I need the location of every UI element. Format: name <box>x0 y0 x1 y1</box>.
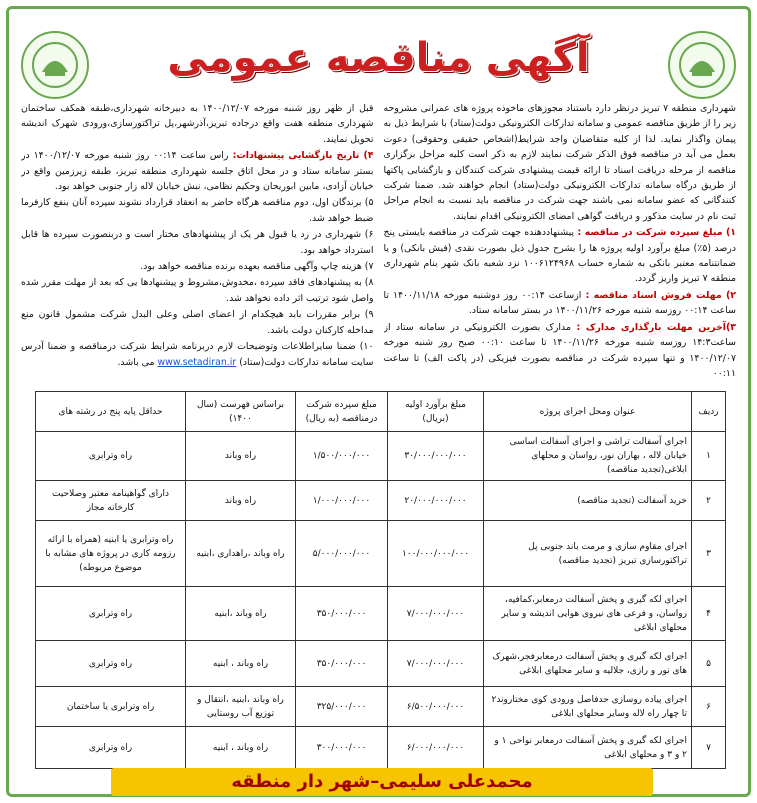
table-cell: ۳۰۰/۰۰۰/۰۰۰ <box>296 727 388 769</box>
table-cell: ۷ <box>692 727 726 769</box>
table-cell: راه وباند ، ابنیه <box>186 727 296 769</box>
projects-table <box>35 391 726 769</box>
table-cell: راه وباند ،راهداری ،ابنیه <box>186 521 296 587</box>
clause-heading: ۲) مهلت فروش اسناد مناقصه : <box>581 289 736 301</box>
clause-text: می باشد. <box>117 356 158 368</box>
notice-column-right <box>384 101 737 379</box>
clause-heading: ۱) مبلغ سپرده شرکت در مناقصه : <box>574 227 736 239</box>
table-cell: ۲۰/۰۰۰/۰۰۰/۰۰۰ <box>388 481 484 521</box>
table-cell: اجرای لکه گیری و پخش آسفالت درمعابر،کمافیه، رواسان، و فرعی های نیروی هوایی اندیشه و سایر محلهای ابلاغی <box>484 587 692 641</box>
table-row <box>36 727 726 769</box>
notice-frame <box>6 6 751 797</box>
table-cell: ۱۰۰/۰۰۰/۰۰۰/۰۰۰ <box>388 521 484 587</box>
table-cell: ۱/۰۰۰/۰۰۰/۰۰۰ <box>296 481 388 521</box>
clause-heading: ۳)آخرین مهلت بارگذاری مدارک : <box>570 321 736 333</box>
clause-text: ۷) هزینه چاپ وآگهی مناقصه بعهده برنده مناقصه خواهد بود. <box>140 261 374 273</box>
clause-text: ۵) برندگان اول، دوم مناقصه هرگاه حاضر به انعقاد قرارداد نشوند سپرده آنان بنفع کارفرما ضبط خواهد شد. <box>21 197 374 224</box>
table-cell: ۲ <box>692 481 726 521</box>
notice-column-left <box>21 101 374 379</box>
clause-text: ۶) شهرداری در رد یا قبول هر یک از پیشنهادهای مختار است و دربنصورت سپرده ها قابل استرداد خواهد بود. <box>21 229 374 256</box>
clause-text: ازساعت ۰۰:۱۴ روز دوشنبه مورخه ۱۴۰۰/۱۱/۱۸ تا ساعت ۰۰:۱۴ روزسه شنبه مورخه ۱۴۰۰/۱۱/۲۶ در بستر سامانه ستاد. <box>383 289 736 317</box>
table-row <box>36 432 726 481</box>
table-cell: دارای گواهینامه معتبر وصلاحیت کارخانه مجاز <box>36 481 186 521</box>
column-header: ردیف <box>692 392 726 432</box>
notice-paragraph <box>384 288 737 319</box>
header <box>9 9 748 105</box>
table-cell: اجرای پیاده روسازی حدفاصل ورودی کوی مختاروند۲ تا چهار راه لاله وسایر محلهای ابلاغی <box>484 687 692 727</box>
table-cell: راه وباند ،ابنیه <box>186 587 296 641</box>
table-cell: اجرای مقاوم سازی و مرمت باند جنوبی پل تراکتورسازی تبریز (تجدید مناقصه) <box>484 521 692 587</box>
notice-paragraph <box>21 101 374 147</box>
table-cell: ۷/۰۰۰/۰۰۰/۰۰۰ <box>388 587 484 641</box>
clause-text: قبل از ظهر روز شنبه مورخه ۱۴۰۰/۱۲/۰۷ به دبیرخانه شهرداری،طبقه همکف ساختمان شهرداری منطقه هفت واقع درجاده تبریز،آذرشهر،پل تراکتورسازی،ورودی شهرک اندیشه تحویل نمایند. <box>21 103 374 145</box>
table-cell: ۳ <box>692 521 726 587</box>
table-row <box>36 521 726 587</box>
table-cell: ۳۵۰/۰۰۰/۰۰۰ <box>296 587 388 641</box>
column-header: عنوان ومحل اجرای پروژه <box>484 392 692 432</box>
table-cell: ۳۰/۰۰۰/۰۰۰/۰۰۰ <box>388 432 484 481</box>
page-title: آگهی مناقصه عمومی <box>167 35 590 81</box>
clause-text: پیشنهاددهنده جهت شرکت در مناقصه بایستی پنج درصد (۵٪) مبلغ برآورد اولیه پروژه ها را بشرح جدول ذیل بصورت نقدی (فیش بانکی) و یا ضمانتنامه معتبر بانکی به شماره حساب ۱۰۰۶۱۲۴۹۶۸ نزد شعبه بانک شهر بنام شهرداری منطقه ۷ تبریز واریز گردد. <box>383 227 736 285</box>
table-row <box>36 587 726 641</box>
table-cell: راه وباند <box>186 481 296 521</box>
table-cell: ۴ <box>692 587 726 641</box>
clause-heading: ۴) تاریخ بازگشایی پیشنهادات: <box>228 150 374 162</box>
column-header: براساس فهرست (سال ۱۴۰۰) <box>186 392 296 432</box>
notice-paragraph <box>21 307 374 338</box>
table-cell: ۶/۵۰۰/۰۰۰/۰۰۰ <box>388 687 484 727</box>
table-cell: ۱ <box>692 432 726 481</box>
notice-paragraph <box>21 227 374 258</box>
table-cell: اجرای آسفالت تراشی و اجرای آسفالت اساسی خیابان لاله ، بهاران نور، رواسان و محلهای ابلاغی(تجدید مناقصه) <box>484 432 692 481</box>
table-cell: راه وباند ،ابنیه ،انتقال و توزیع آب روستایی <box>186 687 296 727</box>
table-cell: راه وترابری <box>36 641 186 687</box>
table-cell: ۷/۰۰۰/۰۰۰/۰۰۰ <box>388 641 484 687</box>
table-cell: ۳۵۰/۰۰۰/۰۰۰ <box>296 641 388 687</box>
table-header-row <box>36 392 726 432</box>
setad-website-link[interactable]: www.setadiran.ir <box>157 356 237 368</box>
table-cell: راه وترابری <box>36 432 186 481</box>
table-row <box>36 687 726 727</box>
notice-paragraph <box>21 259 374 274</box>
notice-paragraph <box>21 195 374 226</box>
clause-text: شهرداری منطقه ۷ تبریز درنظر دارد باستناد مجوزهای ماخوذه پروژه های عمرانی مشروحه زیر را از طریق مناقصه عمومی و سامانه تدارکات الکترونیکی دولت(ستاد) با شرایط ذیل به پیمان واگذار نماید. لذا از کلیه متقاضیان واجد شرایط(اشخاص حقیقی وحقوقی) دعوت بعمل می آید در مناقصه فوق الذکر شرکت نمایند لازم به ذکر است کلیه مراحل برگزاری مناقصه از مرحله دریافت اسناد تا ارائه قیمت پیشنهادی شرکت کنندگان و بازگشایی پاکتها از طریق درگاه سامانه تدارکات الکترونیکی دولت(ستاد) انجام خواهند شد. ضمنا شرکت کنندگانی که عضو سامانه نمی باشند جهت شرکت در مناقصه باید نسبت به انجام مراحل ثبت نام در سایت مذکور و دریافت گواهی امضای الکترونیکی اقدام نمایند. <box>383 103 736 222</box>
notice-paragraph <box>384 101 737 224</box>
clause-text: ۹) برابر مقررات بابد هیچکدام از اعضای اصلی وعلی البدل شرکت مشمول قانون منع مداخله کارکنان دولت باشد. <box>21 309 374 336</box>
table-cell: راه وترابری <box>36 727 186 769</box>
notice-paragraph <box>384 225 737 287</box>
table-cell: ۵ <box>692 641 726 687</box>
table-cell: ۳۲۵/۰۰۰/۰۰۰ <box>296 687 388 727</box>
notice-paragraph <box>21 148 374 194</box>
column-header: مبلغ برآورد اولیه (بریال) <box>388 392 484 432</box>
column-header: حداقل پایه پنج در رشته های <box>36 392 186 432</box>
table-row <box>36 481 726 521</box>
notice-paragraph <box>384 320 737 379</box>
clause-text: راس ساعت ۰۰:۱۴ روز شنبه مورخه ۱۴۰۰/۱۲/۰۷ در بستر سامانه ستاد و در محل اتاق جلسه شهرداری منطقه تبریز، طبقه زیرزمین واقع در خیابان آزادی، مابین ابوریحان وحکیم نظامی، نبش خیابان لاله زار جنوبی خواهد بود. <box>21 150 374 193</box>
table-cell: ۵/۰۰۰/۰۰۰/۰۰۰ <box>296 521 388 587</box>
table-cell: اجرای لکه گیری و پخش آسفالت درمعابر نواحی ۱ و ۲ و ۳ و محلهای ابلاغی <box>484 727 692 769</box>
clause-text: ۸) به پیشنهادهای فاقد سپرده ،مخدوش،مشروط و پیشنهادها یی که بعد از مهلت مقرر شده واصل شود ترتیب اثر داده نخواهد شد. <box>21 277 374 304</box>
table-cell: راه وترابری یا ابنیه (همراه با ارائه رزومه کاری در پروژه های مشابه با موضوع مربوطه) <box>36 521 186 587</box>
table-row <box>36 641 726 687</box>
table-cell: اجرای لکه گیری و پخش آسفالت درمعابرفجر،شهرک های نور و رازی، جلالیه و سایر محلهای ابلاغی <box>484 641 692 687</box>
table-cell: ۱/۵۰۰/۰۰۰/۰۰۰ <box>296 432 388 481</box>
table-cell: راه وباند <box>186 432 296 481</box>
table-cell: راه وترابری یا ساختمان <box>36 687 186 727</box>
table-cell: راه وترابری <box>36 587 186 641</box>
notice-paragraph <box>21 275 374 306</box>
table-cell: راه وباند ، ابنیه <box>186 641 296 687</box>
clause-text: مدارک بصورت الکترونیکی در سامانه ستاد از ساعت۱۴:۳ روزسه شنبه مورخه ۱۴۰۰/۱۱/۲۶ تا ساعت ۰۰:۱۰ صبح روز شنبه مورخه ۱۴۰۰/۱۲/۰۷ و تنها سپرده شرکت در مناقصه بصورت فیزیکی (در پاکت الف) تا ساعت ۰۰:۱۱ <box>383 321 736 379</box>
table-cell: ۶/۰۰۰/۰۰۰/۰۰۰ <box>388 727 484 769</box>
notice-paragraph <box>21 339 374 370</box>
table-cell: ۶ <box>692 687 726 727</box>
notice-body <box>21 101 736 379</box>
clause-text: ۱۰) ضمنا سایراطلاعات وتوضیحات لازم دربرنامه شرایط شرکت درمناقصه و ضمنا آدرس سایت سامانه تدارکات دولت(ستاد) <box>21 341 374 368</box>
table-cell: خرید آسفالت (تجدید مناقصه) <box>484 481 692 521</box>
signature-banner: محمدعلی سلیمی–شهر دار منطقه <box>111 768 653 796</box>
column-header: مبلغ سپرده شرکت درمناقصه (به ریال) <box>296 392 388 432</box>
